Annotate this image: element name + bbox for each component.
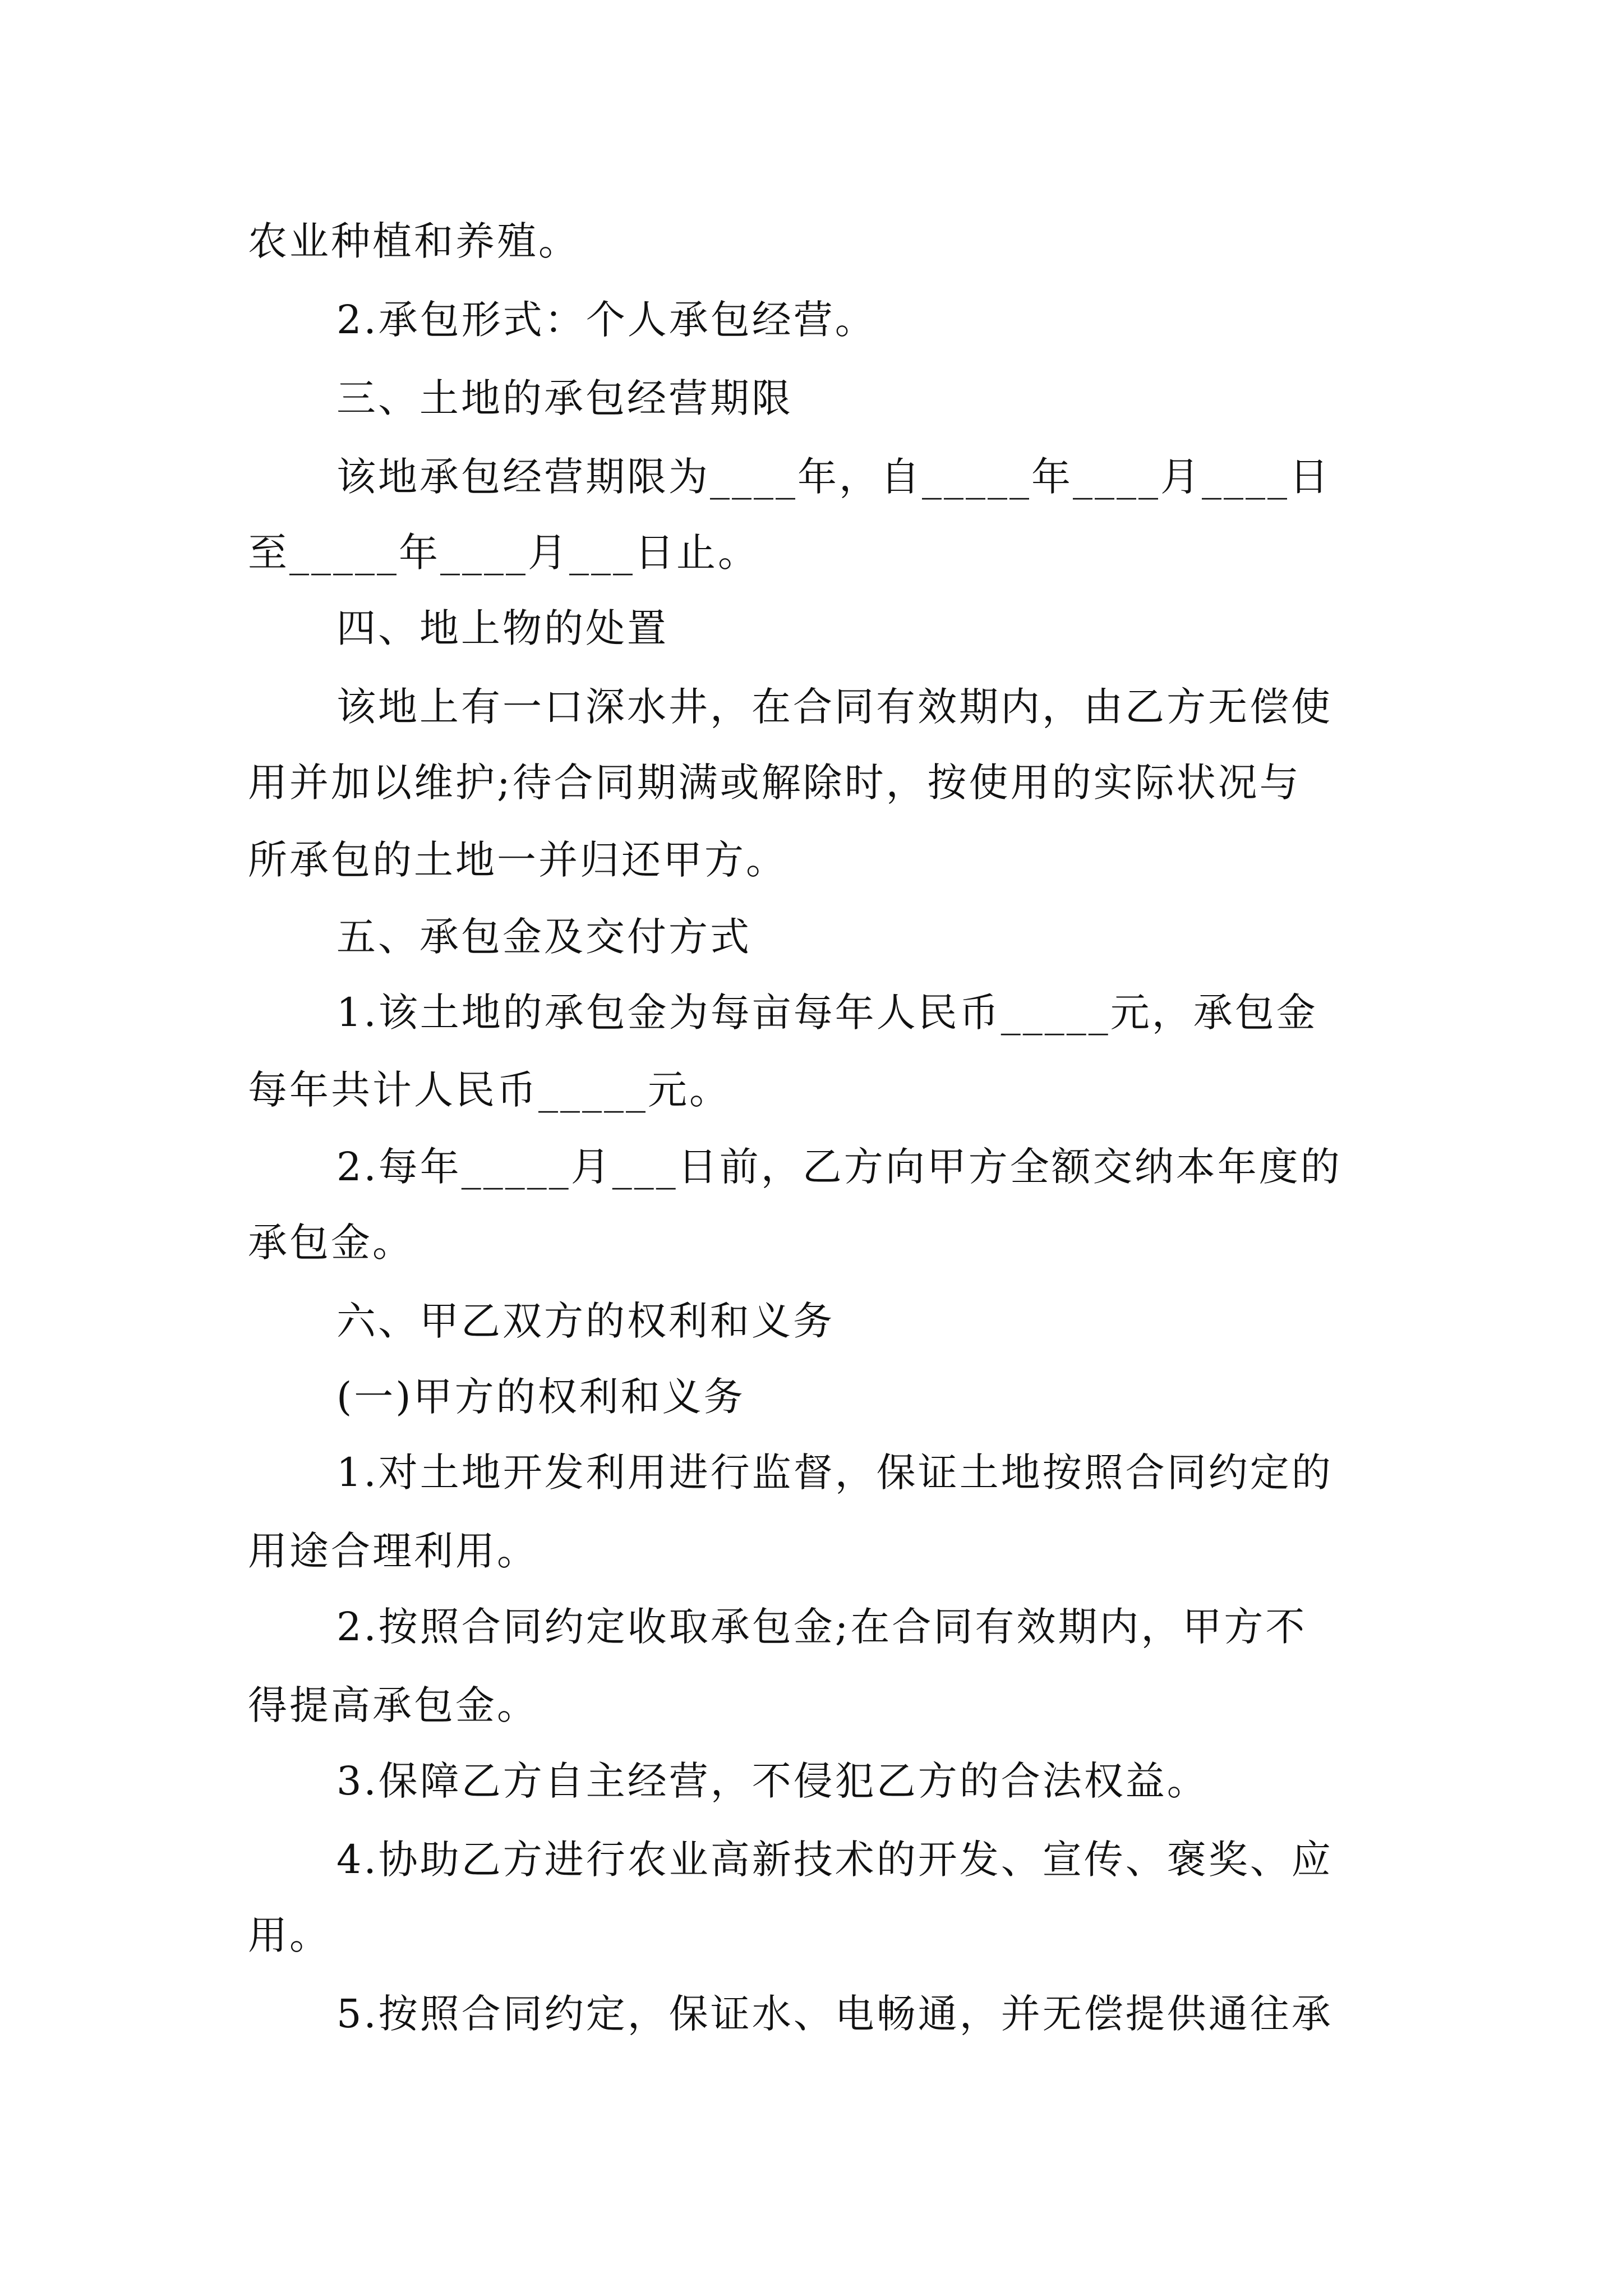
paragraph-line: 至_____年____月___日止。	[248, 530, 759, 576]
paragraph-line: 用并加以维护;待合同期满或解除时，按使用的实际状况与	[248, 760, 1301, 806]
section-heading: 六、甲乙双方的权利和义务	[336, 1298, 834, 1344]
paragraph-line: 3.保障乙方自主经营，不侵犯乙方的合法权益。	[336, 1758, 1209, 1804]
paragraph-line: 2.每年_____月___日前，乙方向甲方全额交纳本年度的	[336, 1144, 1342, 1190]
paragraph-line: 承包金。	[248, 1220, 414, 1266]
paragraph-line: 所承包的土地一并归还甲方。	[248, 837, 787, 883]
section-heading: 五、承包金及交付方式	[336, 914, 751, 960]
section-heading: 三、土地的承包经营期限	[336, 375, 793, 421]
paragraph-line: 得提高承包金。	[248, 1682, 538, 1728]
paragraph-line: 农业种植和养殖。	[248, 218, 580, 264]
paragraph-line: 4.协助乙方进行农业高新技术的开发、宣传、褒奖、应	[336, 1837, 1333, 1883]
paragraph-line: 用。	[248, 1912, 331, 1958]
paragraph-line: 2.承包形式：个人承包经营。	[336, 297, 877, 343]
paragraph-line: 每年共计人民币_____元。	[248, 1067, 731, 1113]
paragraph-line: 该地上有一口深水井，在合同有效期内，由乙方无偿使	[336, 684, 1332, 730]
paragraph-line: 用途合理利用。	[248, 1528, 538, 1574]
subsection-heading: (一)甲方的权利和义务	[336, 1374, 745, 1420]
paragraph-line: 该地承包经营期限为____年，自_____年____月____日	[336, 454, 1331, 500]
paragraph-line: 2.按照合同约定收取承包金;在合同有效期内，甲方不	[336, 1604, 1307, 1650]
paragraph-line: 1.该土地的承包金为每亩每年人民币_____元，承包金	[336, 990, 1318, 1036]
paragraph-line: 5.按照合同约定，保证水、电畅通，并无偿提供通往承	[336, 1991, 1333, 2037]
section-heading: 四、地上物的处置	[336, 605, 668, 651]
paragraph-line: 1.对土地开发利用进行监督，保证土地按照合同约定的	[336, 1450, 1333, 1496]
